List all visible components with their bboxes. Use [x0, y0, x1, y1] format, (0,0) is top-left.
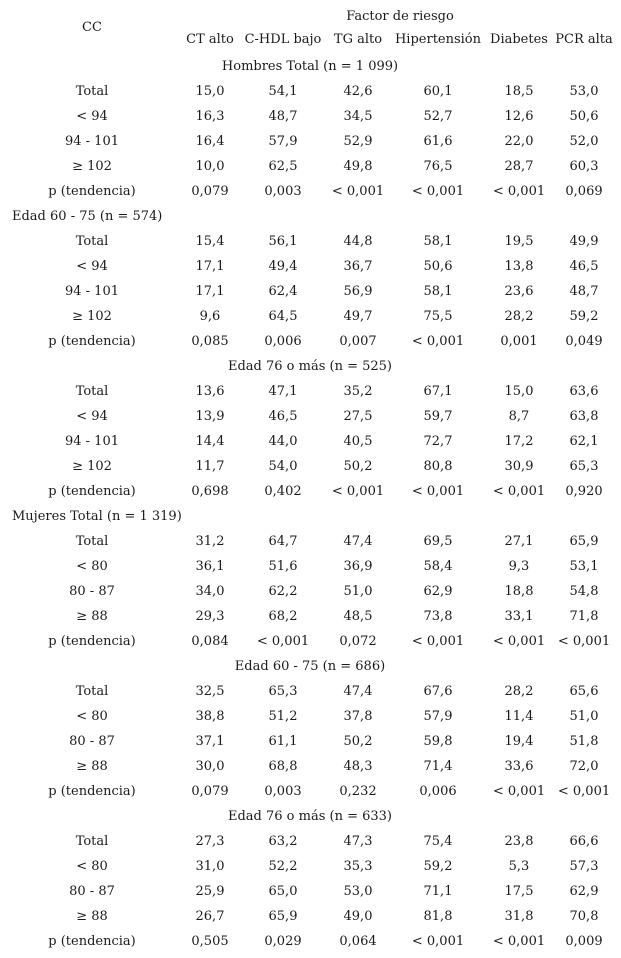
table-row	[0, 629, 621, 654]
value-cell: 60,1	[423, 84, 453, 99]
value-cell: < 0,001	[411, 934, 465, 949]
row-label: p (tendencia)	[48, 784, 136, 799]
table-row	[0, 529, 621, 554]
table-row	[0, 854, 621, 879]
row-label: Total	[75, 84, 109, 99]
value-cell: 30,0	[195, 759, 225, 774]
value-cell: 9,3	[508, 559, 530, 574]
value-cell: 0,069	[565, 184, 603, 199]
value-cell: < 0,001	[492, 784, 546, 799]
value-cell: 59,8	[423, 734, 453, 749]
value-cell: 0,079	[191, 184, 229, 199]
value-cell: 0,001	[500, 334, 538, 349]
value-cell: 70,8	[569, 909, 599, 924]
row-label: ≥ 102	[72, 159, 112, 174]
value-cell: 63,2	[268, 834, 298, 849]
value-cell: 71,4	[423, 759, 453, 774]
value-cell: 52,0	[569, 134, 599, 149]
value-cell: 62,4	[268, 284, 298, 299]
row-label: < 94	[76, 259, 108, 274]
table-row	[0, 479, 621, 504]
section-title: Edad 60 - 75 (n = 574)	[12, 209, 163, 224]
column-header: PCR alta	[555, 32, 613, 47]
table-row	[0, 704, 621, 729]
value-cell: 0,085	[191, 334, 229, 349]
value-cell: 10,0	[195, 159, 225, 174]
table-row	[0, 679, 621, 704]
value-cell: 76,5	[423, 159, 453, 174]
row-label: ≥ 88	[76, 609, 108, 624]
row-label: ≥ 102	[72, 459, 112, 474]
value-cell: < 0,001	[492, 934, 546, 949]
value-cell: 47,1	[268, 384, 298, 399]
value-cell: 35,3	[343, 859, 373, 874]
value-cell: 48,7	[569, 284, 599, 299]
row-label: < 80	[76, 559, 108, 574]
value-cell: 28,7	[504, 159, 534, 174]
value-cell: < 0,001	[256, 634, 310, 649]
table-row	[0, 929, 621, 954]
value-cell: 27,3	[195, 834, 225, 849]
value-cell: 71,8	[569, 609, 599, 624]
value-cell: 59,2	[423, 859, 453, 874]
value-cell: 56,1	[268, 234, 298, 249]
value-cell: 68,2	[268, 609, 298, 624]
value-cell: 47,4	[343, 534, 373, 549]
value-cell: 40,5	[343, 434, 373, 449]
value-cell: 48,3	[343, 759, 373, 774]
value-cell: 57,3	[569, 859, 599, 874]
row-label: ≥ 88	[76, 909, 108, 924]
value-cell: 48,5	[343, 609, 373, 624]
table-row	[0, 554, 621, 579]
value-cell: 0,006	[264, 334, 302, 349]
value-cell: 28,2	[504, 309, 534, 324]
value-cell: 17,1	[195, 284, 225, 299]
value-cell: 31,8	[504, 909, 534, 924]
value-cell: 71,1	[423, 884, 453, 899]
table-row	[0, 254, 621, 279]
value-cell: 62,1	[569, 434, 599, 449]
value-cell: < 0,001	[557, 784, 611, 799]
cc-header: CC	[82, 20, 102, 35]
value-cell: 33,6	[504, 759, 534, 774]
value-cell: 62,2	[268, 584, 298, 599]
value-cell: 0,505	[191, 934, 229, 949]
table-row	[0, 304, 621, 329]
value-cell: 61,1	[268, 734, 298, 749]
value-cell: 49,9	[569, 234, 599, 249]
value-cell: 19,4	[504, 734, 534, 749]
value-cell: 65,9	[569, 534, 599, 549]
value-cell: 64,7	[268, 534, 298, 549]
value-cell: < 0,001	[411, 184, 465, 199]
value-cell: 49,7	[343, 309, 373, 324]
value-cell: 38,8	[195, 709, 225, 724]
value-cell: 47,4	[343, 684, 373, 699]
value-cell: 15,0	[195, 84, 225, 99]
value-cell: 58,1	[423, 234, 453, 249]
table-row	[0, 729, 621, 754]
value-cell: 64,5	[268, 309, 298, 324]
row-label: < 94	[76, 109, 108, 124]
value-cell: < 0,001	[411, 334, 465, 349]
value-cell: 75,5	[423, 309, 453, 324]
table-row	[0, 604, 621, 629]
value-cell: 23,8	[504, 834, 534, 849]
value-cell: 14,4	[195, 434, 225, 449]
value-cell: 0,072	[339, 634, 377, 649]
value-cell: 51,6	[268, 559, 298, 574]
row-label: Total	[75, 384, 109, 399]
factor-de-riesgo-header: Factor de riesgo	[346, 9, 454, 24]
value-cell: 0,064	[339, 934, 377, 949]
value-cell: 67,1	[423, 384, 453, 399]
value-cell: 0,003	[264, 784, 302, 799]
value-cell: < 0,001	[492, 484, 546, 499]
value-cell: 16,3	[195, 109, 225, 124]
value-cell: 72,7	[423, 434, 453, 449]
value-cell: 30,9	[504, 459, 534, 474]
value-cell: 34,5	[343, 109, 373, 124]
value-cell: 62,9	[423, 584, 453, 599]
value-cell: 52,7	[423, 109, 453, 124]
value-cell: 62,5	[268, 159, 298, 174]
table-row	[0, 779, 621, 804]
value-cell: 12,6	[504, 109, 534, 124]
row-label: p (tendencia)	[48, 484, 136, 499]
row-label: Total	[75, 534, 109, 549]
value-cell: 57,9	[268, 134, 298, 149]
value-cell: 29,3	[195, 609, 225, 624]
table-row	[0, 229, 621, 254]
row-label: < 94	[76, 409, 108, 424]
value-cell: 59,7	[423, 409, 453, 424]
row-label: 94 - 101	[64, 434, 119, 449]
value-cell: 59,2	[569, 309, 599, 324]
value-cell: 16,4	[195, 134, 225, 149]
table-row	[0, 579, 621, 604]
value-cell: 13,8	[504, 259, 534, 274]
value-cell: 54,8	[569, 584, 599, 599]
value-cell: 27,1	[504, 534, 534, 549]
value-cell: 58,4	[423, 559, 453, 574]
value-cell: 54,1	[268, 84, 298, 99]
value-cell: 33,1	[504, 609, 534, 624]
value-cell: 26,7	[195, 909, 225, 924]
value-cell: 18,8	[504, 584, 534, 599]
table-row	[0, 129, 621, 154]
value-cell: 47,3	[343, 834, 373, 849]
table-row	[0, 454, 621, 479]
value-cell: 65,0	[268, 884, 298, 899]
value-cell: 51,0	[569, 709, 599, 724]
row-label: p (tendencia)	[48, 634, 136, 649]
value-cell: 56,9	[343, 284, 373, 299]
value-cell: 58,1	[423, 284, 453, 299]
column-header: Diabetes	[490, 32, 548, 47]
row-label: 94 - 101	[64, 284, 119, 299]
value-cell: 53,0	[343, 884, 373, 899]
row-label: ≥ 102	[72, 309, 112, 324]
value-cell: 48,7	[268, 109, 298, 124]
value-cell: 66,6	[569, 834, 599, 849]
value-cell: 0,006	[419, 784, 457, 799]
value-cell: 80,8	[423, 459, 453, 474]
value-cell: 0,029	[264, 934, 302, 949]
value-cell: 17,1	[195, 259, 225, 274]
value-cell: 0,007	[339, 334, 377, 349]
value-cell: 57,9	[423, 709, 453, 724]
value-cell: 0,003	[264, 184, 302, 199]
value-cell: 53,0	[569, 84, 599, 99]
value-cell: 37,1	[195, 734, 225, 749]
value-cell: 0,049	[565, 334, 603, 349]
value-cell: 25,9	[195, 884, 225, 899]
row-label: ≥ 88	[76, 759, 108, 774]
value-cell: 15,0	[504, 384, 534, 399]
value-cell: 50,6	[569, 109, 599, 124]
value-cell: 51,2	[268, 709, 298, 724]
table-row	[0, 429, 621, 454]
value-cell: < 0,001	[557, 634, 611, 649]
table-row	[0, 754, 621, 779]
value-cell: 27,5	[343, 409, 373, 424]
section-title: Edad 76 o más (n = 525)	[227, 359, 393, 374]
value-cell: 65,3	[569, 459, 599, 474]
value-cell: 65,3	[268, 684, 298, 699]
table-row	[0, 829, 621, 854]
value-cell: 63,6	[569, 384, 599, 399]
value-cell: 0,402	[264, 484, 302, 499]
table-row	[0, 154, 621, 179]
value-cell: 17,2	[504, 434, 534, 449]
value-cell: 22,0	[504, 134, 534, 149]
value-cell: 18,5	[504, 84, 534, 99]
row-label: < 80	[76, 859, 108, 874]
table-row	[0, 104, 621, 129]
value-cell: 73,8	[423, 609, 453, 624]
value-cell: 51,0	[343, 584, 373, 599]
value-cell: < 0,001	[331, 184, 385, 199]
table-row	[0, 879, 621, 904]
value-cell: 61,6	[423, 134, 453, 149]
value-cell: 52,9	[343, 134, 373, 149]
value-cell: 15,4	[195, 234, 225, 249]
value-cell: 31,0	[195, 859, 225, 874]
value-cell: 17,5	[504, 884, 534, 899]
row-label: Total	[75, 834, 109, 849]
value-cell: 23,6	[504, 284, 534, 299]
value-cell: 32,5	[195, 684, 225, 699]
value-cell: 9,6	[199, 309, 221, 324]
value-cell: 0,009	[565, 934, 603, 949]
value-cell: 44,8	[343, 234, 373, 249]
value-cell: 65,9	[268, 909, 298, 924]
value-cell: 60,3	[569, 159, 599, 174]
section-title: Hombres Total (n = 1 099)	[221, 59, 399, 74]
value-cell: 31,2	[195, 534, 225, 549]
column-header: C-HDL bajo	[244, 32, 322, 47]
table-row	[0, 404, 621, 429]
row-label: Total	[75, 684, 109, 699]
value-cell: 68,8	[268, 759, 298, 774]
value-cell: 36,9	[343, 559, 373, 574]
value-cell: 69,5	[423, 534, 453, 549]
value-cell: 44,0	[268, 434, 298, 449]
value-cell: 53,1	[569, 559, 599, 574]
value-cell: 63,8	[569, 409, 599, 424]
value-cell: 52,2	[268, 859, 298, 874]
value-cell: 0,084	[191, 634, 229, 649]
value-cell: 54,0	[268, 459, 298, 474]
value-cell: < 0,001	[492, 184, 546, 199]
value-cell: 0,232	[339, 784, 377, 799]
value-cell: < 0,001	[411, 634, 465, 649]
value-cell: 72,0	[569, 759, 599, 774]
value-cell: 67,6	[423, 684, 453, 699]
section-title: Mujeres Total (n = 1 319)	[12, 509, 182, 524]
table-row	[0, 179, 621, 204]
value-cell: 49,0	[343, 909, 373, 924]
table-row	[0, 79, 621, 104]
value-cell: 0,079	[191, 784, 229, 799]
value-cell: 5,3	[508, 859, 530, 874]
row-label: < 80	[76, 709, 108, 724]
value-cell: 11,4	[504, 709, 534, 724]
value-cell: 36,7	[343, 259, 373, 274]
value-cell: 50,2	[343, 459, 373, 474]
value-cell: 19,5	[504, 234, 534, 249]
value-cell: 65,6	[569, 684, 599, 699]
row-label: 80 - 87	[69, 584, 115, 599]
value-cell: 81,8	[423, 909, 453, 924]
value-cell: < 0,001	[492, 634, 546, 649]
value-cell: 51,8	[569, 734, 599, 749]
value-cell: 46,5	[569, 259, 599, 274]
value-cell: 34,0	[195, 584, 225, 599]
value-cell: 62,9	[569, 884, 599, 899]
table-row	[0, 279, 621, 304]
table-row	[0, 379, 621, 404]
value-cell: 8,7	[508, 409, 530, 424]
value-cell: 0,920	[565, 484, 603, 499]
row-label: 94 - 101	[64, 134, 119, 149]
table-row	[0, 329, 621, 354]
row-label: p (tendencia)	[48, 184, 136, 199]
row-label: Total	[75, 234, 109, 249]
column-header: TG alto	[333, 32, 383, 47]
value-cell: 13,6	[195, 384, 225, 399]
value-cell: < 0,001	[411, 484, 465, 499]
value-cell: 11,7	[195, 459, 225, 474]
value-cell: 46,5	[268, 409, 298, 424]
row-label: p (tendencia)	[48, 334, 136, 349]
value-cell: 75,4	[423, 834, 453, 849]
column-header: CT alto	[186, 32, 234, 47]
value-cell: 13,9	[195, 409, 225, 424]
column-header: Hipertensión	[394, 32, 482, 47]
value-cell: 50,6	[423, 259, 453, 274]
section-title: Edad 76 o más (n = 633)	[227, 809, 393, 824]
row-label: 80 - 87	[69, 884, 115, 899]
row-label: 80 - 87	[69, 734, 115, 749]
value-cell: 28,2	[504, 684, 534, 699]
value-cell: 35,2	[343, 384, 373, 399]
value-cell: < 0,001	[331, 484, 385, 499]
section-title: Edad 60 - 75 (n = 686)	[234, 659, 386, 674]
value-cell: 50,2	[343, 734, 373, 749]
value-cell: 49,8	[343, 159, 373, 174]
value-cell: 49,4	[268, 259, 298, 274]
value-cell: 36,1	[195, 559, 225, 574]
value-cell: 0,698	[191, 484, 229, 499]
value-cell: 42,6	[343, 84, 373, 99]
value-cell: 37,8	[343, 709, 373, 724]
row-label: p (tendencia)	[48, 934, 136, 949]
table-row	[0, 904, 621, 929]
